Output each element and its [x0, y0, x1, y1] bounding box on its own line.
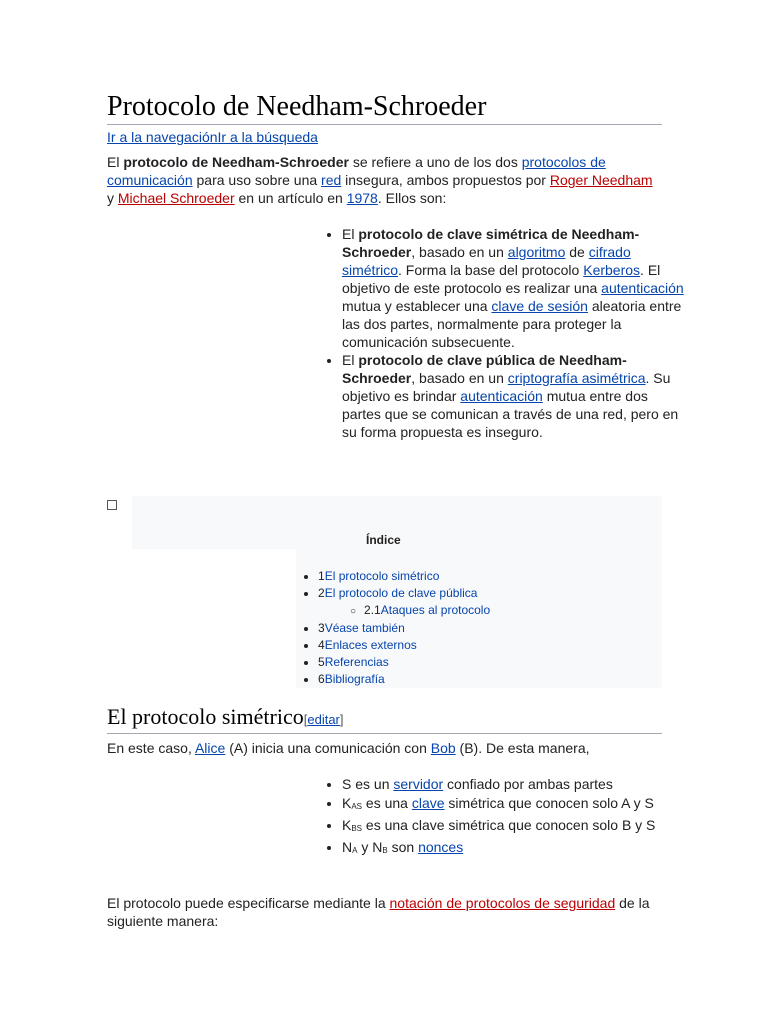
text: El	[107, 154, 124, 170]
toc-link[interactable]: El protocolo simétrico	[324, 569, 440, 583]
link-algoritmo[interactable]: algoritmo	[507, 244, 566, 260]
redlink-michael-schroeder[interactable]: Michael Schroeder	[117, 190, 235, 206]
text: son	[387, 839, 419, 855]
text: . Ellos son:	[377, 190, 447, 206]
toc-link[interactable]: Ataques al protocolo	[380, 603, 491, 617]
section-heading	[107, 704, 662, 734]
jump-to-search-link[interactable]: Ir a la búsqueda	[217, 129, 318, 145]
toc-link[interactable]: Referencias	[324, 655, 389, 669]
text: en un artículo en	[234, 190, 347, 206]
list-item	[342, 225, 684, 351]
toc-number: 6	[318, 672, 325, 686]
jump-to-navigation-link[interactable]: Ir a la navegación	[107, 129, 218, 145]
text: para uso sobre una	[192, 172, 322, 188]
text: simétrica que conocen solo A y S	[444, 795, 654, 811]
toc-number: 4	[318, 638, 325, 652]
bold-term: protocolo de clave simétrica de Needham-Schroeder	[342, 226, 640, 260]
list-item	[342, 775, 684, 793]
text: es una	[362, 795, 412, 811]
definitions-list	[320, 775, 684, 860]
subscript: A	[352, 846, 358, 855]
text: de	[565, 244, 589, 260]
list-item	[342, 816, 684, 837]
protocol-list	[320, 225, 684, 441]
subscript: AS	[351, 802, 363, 811]
text: El	[342, 352, 359, 368]
toc-number: 3	[318, 621, 325, 635]
edit-link[interactable]: editar	[307, 712, 340, 727]
text: se refiere a uno de los dos	[348, 154, 522, 170]
toc-item[interactable]	[318, 637, 490, 654]
text: . Su objetivo es brindar	[342, 370, 671, 404]
bracket: ]	[339, 712, 344, 727]
text: S es un	[342, 776, 394, 792]
link-clave[interactable]: clave	[411, 795, 445, 811]
link-alice[interactable]: Alice	[194, 740, 226, 756]
toc-title: Índice	[366, 533, 401, 547]
text: El protocolo puede especificarse mediante la	[107, 895, 390, 911]
text: K	[342, 795, 352, 811]
toc-number: 5	[318, 655, 325, 669]
redlink-notacion-protocolos[interactable]: notación de protocolos de seguridad	[389, 895, 616, 911]
text: (B). De esta manera,	[455, 740, 590, 756]
toc-link[interactable]: El protocolo de clave pública	[324, 586, 478, 600]
bold-term: protocolo de clave pública de Needham-Schroeder	[342, 352, 627, 386]
text: El	[342, 226, 359, 242]
toc-item[interactable]	[318, 568, 490, 585]
section-title: El protocolo simétrico	[107, 704, 304, 729]
link-criptografia-asimetrica[interactable]: criptografía asimétrica	[507, 370, 646, 386]
text: , basado en un	[411, 370, 508, 386]
outro-paragraph	[107, 894, 662, 930]
text: insegura, ambos propuestos por	[341, 172, 550, 188]
text: de la siguiente manera:	[107, 895, 650, 929]
text: aleatoria entre las dos partes, normalmente para proteger la comunicación subsecuente.	[342, 298, 682, 350]
toc-link[interactable]: Véase también	[324, 621, 405, 635]
text: N	[342, 839, 353, 855]
text: es una clave simétrica que conocen solo B y S	[362, 817, 656, 833]
link-protocolos[interactable]: protocolos de comunicación	[107, 154, 606, 188]
text: . Forma la base del protocolo	[398, 262, 584, 278]
text: confiado por ambas partes	[443, 776, 613, 792]
toc-subitem[interactable]	[364, 602, 491, 620]
toc-item[interactable]	[318, 585, 490, 602]
link-servidor[interactable]: servidor	[393, 776, 444, 792]
list-item	[342, 794, 684, 815]
toc-item[interactable]	[318, 620, 490, 637]
list-item	[342, 838, 684, 859]
text: En este caso,	[107, 740, 195, 756]
text: y	[107, 190, 118, 206]
subscript: BS	[351, 824, 363, 833]
jump-links	[107, 128, 318, 146]
toc-number: 2.1	[364, 603, 381, 617]
link-clave-de-sesion[interactable]: clave de sesión	[491, 298, 588, 314]
redlink-roger-needham[interactable]: Roger Needham	[549, 172, 653, 188]
link-nonces[interactable]: nonces	[418, 839, 464, 855]
case-paragraph	[107, 739, 662, 757]
link-kerberos[interactable]: Kerberos	[583, 262, 641, 278]
toc-link[interactable]: Bibliografía	[324, 672, 385, 686]
link-1978[interactable]: 1978	[346, 190, 378, 206]
toc-item[interactable]	[318, 654, 490, 671]
page-title: Protocolo de Needham-Schroeder	[107, 92, 662, 125]
link-cifrado-simetrico[interactable]: cifrado simétrico	[342, 244, 631, 278]
subscript: B	[382, 846, 388, 855]
text: mutua entre dos partes que se comunican a través de una red, pero en su forma propuesta es inseguro.	[342, 388, 679, 440]
text: y N	[357, 839, 383, 855]
text: K	[342, 817, 352, 833]
bold-term: protocolo de Needham-Schroeder	[123, 154, 349, 170]
link-autenticacion[interactable]: autenticación	[460, 388, 543, 404]
toc-toggle-checkbox-icon[interactable]	[107, 500, 117, 510]
toc-link[interactable]: Enlaces externos	[324, 638, 417, 652]
toc-number: 1	[318, 569, 325, 583]
text: . El objetivo de este protocolo es realizar una	[342, 262, 661, 296]
link-red[interactable]: red	[321, 172, 342, 188]
link-bob[interactable]: Bob	[430, 740, 456, 756]
list-item	[342, 351, 684, 441]
toc-list	[296, 568, 490, 688]
toc-number: 2	[318, 586, 325, 600]
text: mutua y establecer una	[342, 298, 492, 314]
text: (A) inicia una comunicación con	[225, 740, 431, 756]
toc-item[interactable]	[318, 671, 490, 688]
link-autenticacion[interactable]: autenticación	[601, 280, 684, 296]
text: , basado en un	[411, 244, 508, 260]
intro-paragraph	[107, 153, 662, 207]
edit-section	[304, 712, 344, 727]
bracket: [	[303, 712, 308, 727]
